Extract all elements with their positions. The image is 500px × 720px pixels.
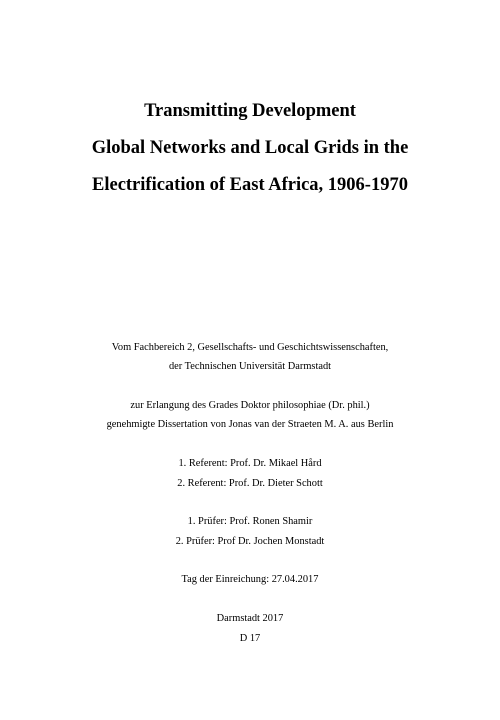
dissertation-code: D 17 (239, 633, 261, 644)
institution-line-2: der Technischen Universität Darmstadt (168, 361, 332, 372)
place-year: Darmstadt 2017 (216, 613, 284, 624)
examiner-2: 2. Prüfer: Prof Dr. Jochen Monstadt (175, 536, 325, 547)
institution-line-1: Vom Fachbereich 2, Gesellschafts- und Geschichtswissenschaften, (111, 342, 389, 353)
submission-date: Tag der Einreichung: 27.04.2017 (181, 574, 319, 585)
title-line-2: Global Networks and Local Grids in the (91, 138, 409, 158)
degree-line-2: genehmigte Dissertation von Jonas van der Straeten M. A. aus Berlin (106, 419, 394, 430)
referee-1: 1. Referent: Prof. Dr. Mikael Hård (178, 458, 322, 469)
examiner-1: 1. Prüfer: Prof. Ronen Shamir (187, 516, 313, 527)
referee-2: 2. Referent: Prof. Dr. Dieter Schott (177, 478, 323, 489)
title-line-3: Electrification of East Africa, 1906-1970 (92, 175, 408, 195)
degree-line-1: zur Erlangung des Grades Doktor philosophiae (Dr. phil.) (130, 400, 370, 411)
title-line-1: Transmitting Development (144, 101, 356, 121)
